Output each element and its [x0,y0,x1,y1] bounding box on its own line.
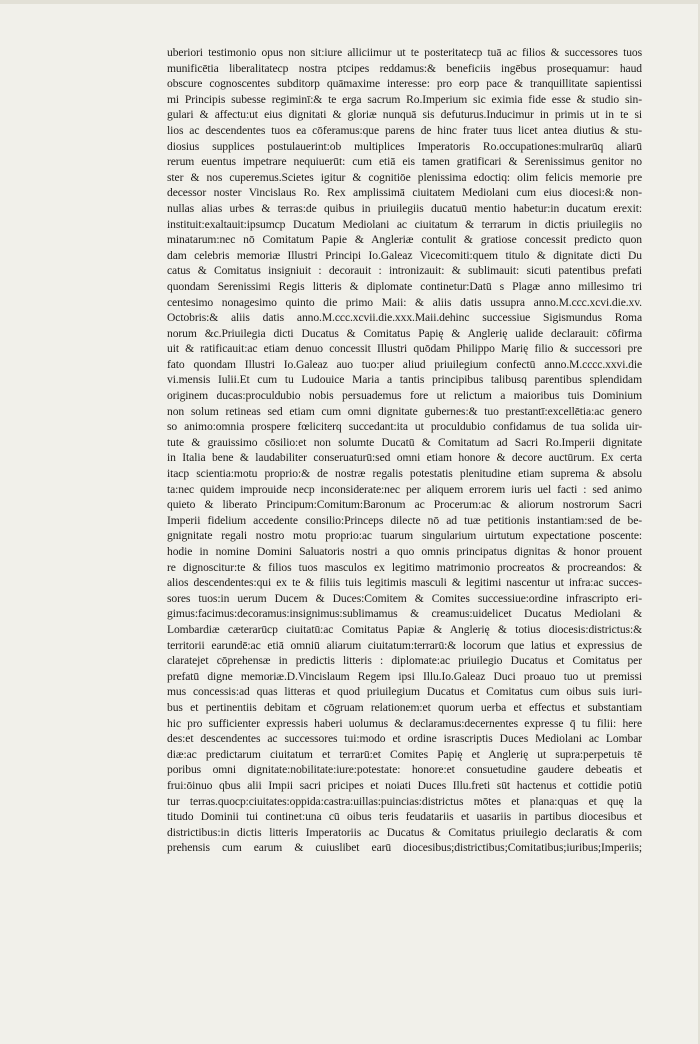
text-line: diæ:ac predictarum ciuitatum et terrarū:et Comites Papię et Anglerię ut supra:perpetuis tē [167,747,642,761]
text-line: titudo Dominii tui continet:una cū oibus teris feudatariis et uasariis in partibus diocesibus et [167,810,642,824]
text-line: ta:nec quidem improuide necp inconsiderate:nec per aliquem errorem iuris uel facti : sed animo [167,482,642,496]
text-line: uit & ratificauit:ac etiam denuo concessit Illustri quōdam Philippo Marię filio & successori pre [167,342,642,356]
text-line: minatarum:nec nō Comitatum Papie & Angleriæ contulit & gratiose concessit predicto quon [167,233,642,247]
text-line: dam celebris memoriæ Illustri Principi Io.Galeaz Vicecomiti:quem titulo & dignitate dicti Du [167,248,642,262]
text-line: norum &c.Priuilegia dicti Ducatus & Comitatus Papię & Anglerię ualide declarauit: cōfirma [167,326,642,340]
text-line: so animo:omnia prospere fœliciterq succedant:ita ut proculdubio confidamus de tua solida uir- [167,420,642,434]
text-line: mi Principis subesse regiminī:& te erga sacrum Ro.Imperium sic eximia fide esse & studio sin- [167,92,642,106]
text-line: des:et descendentes ac successores tui:modo et ordine israscriptis Duces Mediolani ac Lombar [167,732,642,746]
text-line: fato quondam Illustri Io.Galeaz auo tuo:per aliud priuilegium confectū anno.M.cccc.xxvi.die [167,357,642,371]
text-line: frui:ōinuo qbus alii Impii sacri pricipes et noiati Duces Illu.freti sūt hactenus et cottidie potiū [167,778,642,792]
text-line: quieto & liberato Principum:Comitum:Baronum ac Procerum:ac & aliorum nostrorum Sacri [167,498,642,512]
text-line: decessor noster Vincislaus Ro. Rex amplissimā ciuitatem Mediolani cum eius diocesi:& non- [167,186,642,200]
text-line: catus & Comitatus insigniuit : decorauit : intronizauit: & sublimauit: sicuti patentibus prefati [167,264,642,278]
text-line: vi.mensis Iulii.Et cum tu Ludouice Maria a tantis principibus talibusq parentibus splendidam [167,373,642,387]
text-line: bus et pertinentiis debitam et cōgruam relationem:et quorum uerba et effectus et substantiam [167,700,642,714]
body-text-block [167,45,642,856]
text-line: originem ducas:proculdubio nobis persuademus fore ut relictum a maioribus tuis Dominium [167,389,642,403]
text-line: rerum euentus impetrare nequiuerūt: cum etiā eis tamen gratificari & Serenissimus genitor no [167,155,642,169]
text-line: Octobris:& aliis datis anno.M.ccc.xcvii.die.xxx.Maii.dehinc successiue Sigismundus Roma [167,311,642,325]
text-line: gimus:facimus:decoramus:insignimus:sublimamus & creamus:uidelicet Ducatus Mediolani & [167,607,642,621]
text-line: prehensis cum earum & cuiuslibet earū diocesibus;districtibus;Comitatibus;iuribus;Imperiis; [167,841,642,855]
text-line: gnignitate regali nostro motu proprio:ac tuarum singularium uirtutum expectatione poscente: [167,529,642,543]
text-line: instituit:exaltauit:ipsumcp Ducatum Mediolani ac ciuitatum & terrarum in dictis priuilegiis no [167,217,642,231]
text-line: gulari & affectu:ut eius dignitati & gloriæ nunquā sis defuturus.Inducimur in primis ut in te si [167,108,642,122]
text-line: centesimo nonagesimo quinto die primo Maii: & aliis datis ussupra anno.M.ccc.xcvi.die.xv. [167,295,642,309]
text-line: sores tuos:in uerum Ducem & Duces:Comitem & Comites successiue:ordine infrascripto eri- [167,591,642,605]
text-line: diosius supplices postulauerint:ob multiplices Imperatoris Ro.occupationes:mulrarūq aliarū [167,139,642,153]
text-line: hodie in nomine Domini Saluatoris nostri a quo omnis principatus dignitas & honor prouent [167,545,642,558]
text-line: uberiori testimonio opus non sit:iure alliciimur ut te posteritatecp tuā ac filios & successores tuos [167,46,642,59]
text-line: ster & nos cuperemus.Scietes igitur & cognitiōe plenissima edoctiq: olim felicis memorie pre [167,170,642,184]
text-line: hic pro sufficienter expressis haberi uolumus & declaramus:decernentes expresse q̄ tu filii: here [167,716,642,730]
text-line: re dignoscitur:te & filios tuos masculos ex legitimo matrimonio procreatos & procreandos: & [167,560,642,574]
text-line: alios descendentes:qui ex te & filiis tuis legitimis masculi & legitimi nascentur ut infra:ac succes- [167,576,642,590]
text-line: Imperii fidelium accedente consilio:Princeps dilecte nō ad tuæ petitionis instantiam:sed de be- [167,513,642,527]
text-line: obscure cognoscentes subditorp quāmaxime interesse: pro eorp pace & tranquillitate sapientissi [167,77,642,91]
text-line: territorii earundē:ac etiā omniū aliarum ciuitatum:terrarū:& locorum que latius et expressius de [167,638,642,652]
text-line: nullas alias urbes & terras:de quibus in priuilegiis ducatuū mentio habetur:in ducatum erexit: [167,201,642,215]
text-line: prefatū digne memoriæ.D.Vincislaum Regem ipsi Illu.Io.Galeaz Duci proauo tuo ut premissi [167,669,642,683]
text-line: non solum retineas sed etiam cum omni dignitate gubernes:& tuo prestantī:excellētia:ac genero [167,404,642,418]
text-line: districtibus:in dictis litteris Imperatoriis ac Ducatus & Comitatus priuilegio declaratis & com [167,825,642,839]
text-line: Lombardiæ cæterarūcp ciuitatū:ac Comitatus Papiæ & Anglerię & totius diocesis:districtus:& [167,622,642,636]
text-line: poribus omni dignitate:nobilitate:iure:potestate: honore:et consuetudine gaudere debeatis et [167,763,642,777]
text-line: quondam Serenissimi Regis litteris & diplomate continetur:Datū s Plagæ anno millesimo tri [167,279,642,293]
text-line: lios ac descendentes tuos ea cōferamus:que parens de hinc frater tuus licet antea diutius & stu- [167,123,642,137]
text-line: mus concessis:ad quas litteras et quod priuilegium Ducatus et Comitatus cum oibus suis iuri- [167,685,642,699]
text-line: munificētia liberalitatecp nostra ptcipes reddamus:& beneficiis ingēbus prosequamur: haud [167,61,642,75]
text-line: claratejet cōprehensæ in predictis litteris : diplomate:ac priuilegio Ducatus et Comitatus per [167,654,642,668]
text-line: in Italia bene & laudabiliter conseruaturū:sed omni etiam honore & decore auctūrum. Ex certa [167,451,642,465]
text-line: itacp scientia:motu proprio:& de nostræ regalis potestatis plenitudine etiam suprema & absolu [167,467,642,481]
page-edge-top [0,0,700,4]
text-line: tur terras.quocp:ciuitates:oppida:castra:uillas:puincias:districtus mōtes et plana:quas et quę la [167,794,642,808]
text-line: tute & grauissimo cōsilio:et non solumte Ducatū & Comitatum ad Sacri Ro.Imperii dignitate [167,435,642,449]
